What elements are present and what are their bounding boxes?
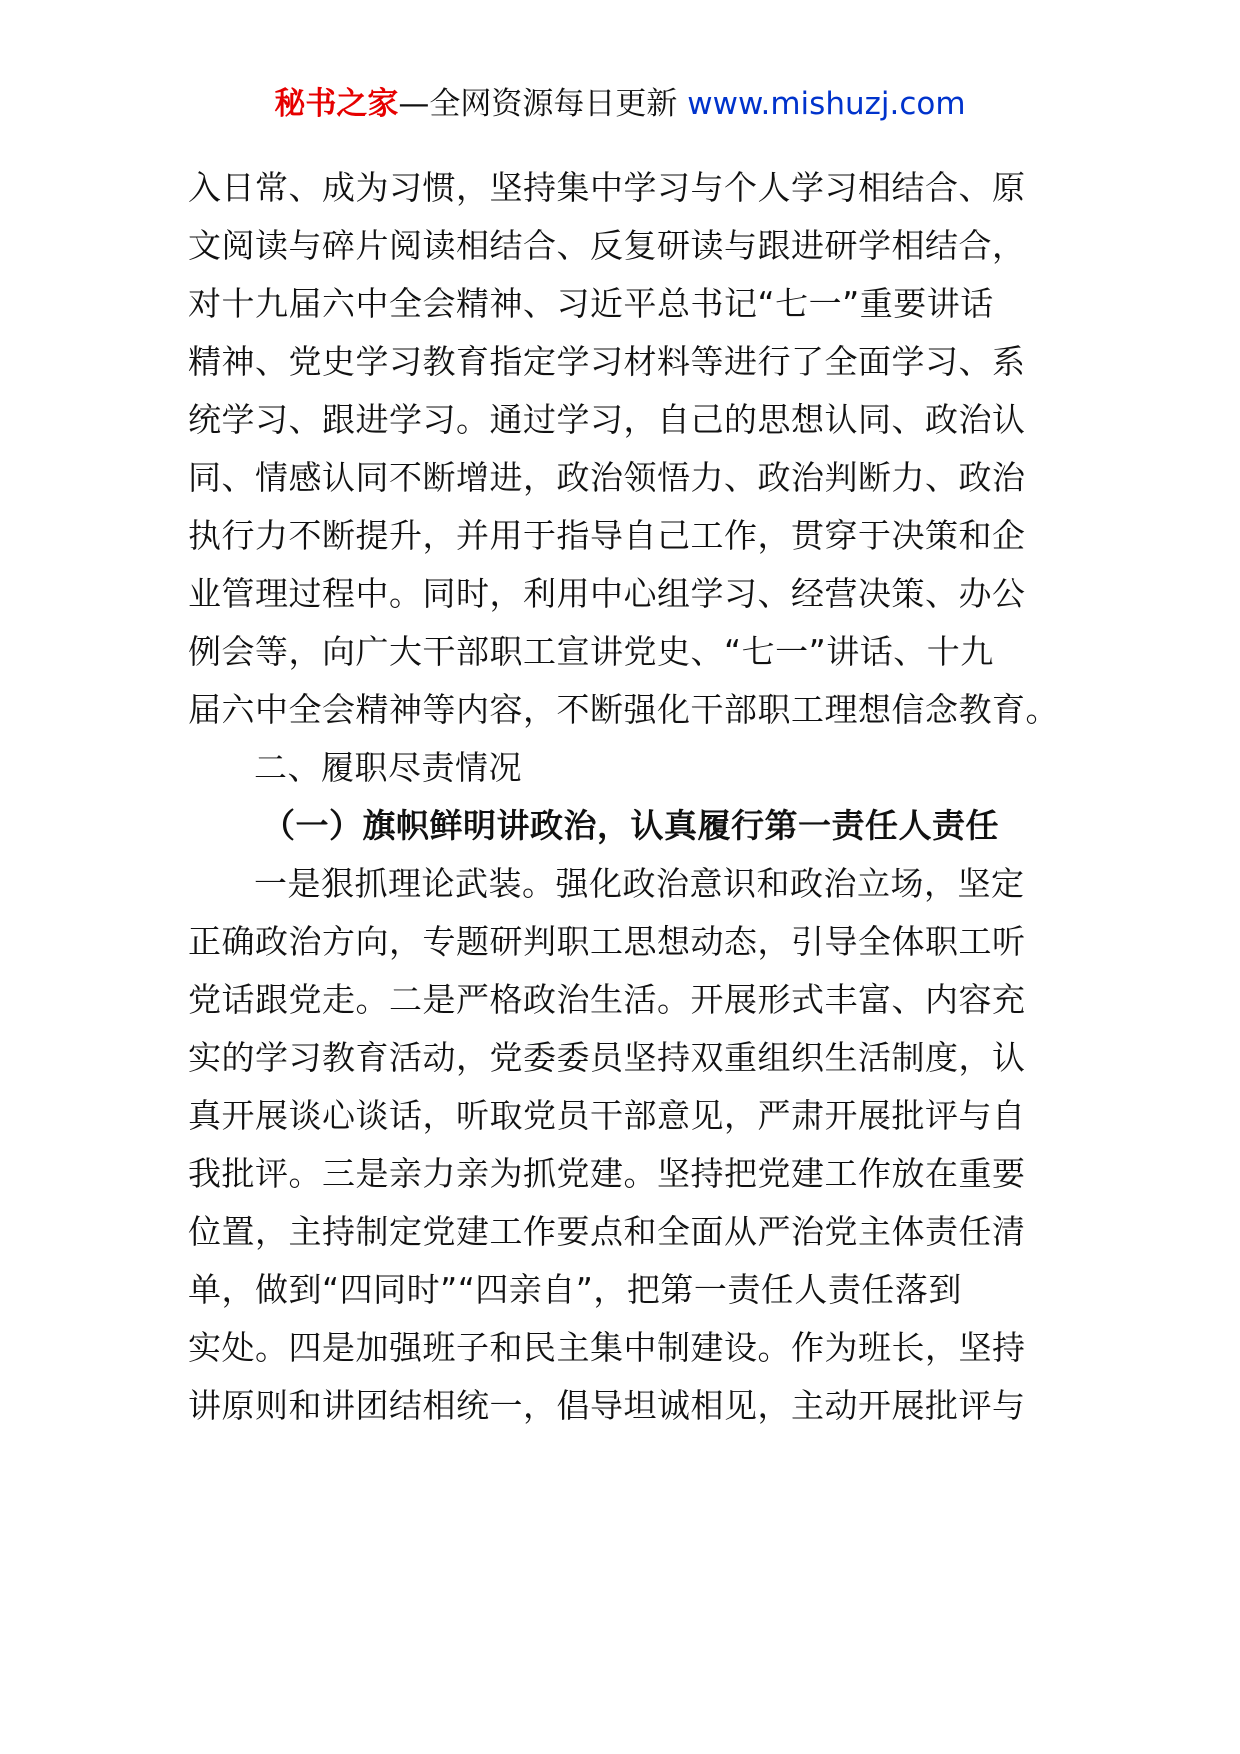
text-line: 一是狠抓理论武装。强化政治意识和政治立场，坚定	[254, 864, 1025, 903]
text-line: 位置，主持制定党建工作要点和全面从严治党主体责任清	[188, 1212, 1026, 1251]
site-header	[0, 84, 1240, 124]
text-line: 届六中全会精神等内容，不断强化干部职工理想信念教育。	[188, 690, 1059, 729]
text-line: 党话跟党走。二是严格政治生活。开展形式丰富、内容充	[188, 980, 1026, 1019]
site-brand: 秘书之家	[274, 86, 399, 122]
text-line: 业管理过程中。同时，利用中心组学习、经营决策、办公	[188, 574, 1026, 613]
subsection-heading: （一）旗帜鲜明讲政治，认真履行第一责任人责任	[262, 806, 999, 845]
site-url-link[interactable]: www.mishuzj.com	[687, 86, 966, 122]
text-line: 精神、党史学习教育指定学习材料等进行了全面学习、系	[188, 342, 1026, 381]
text-line: 例会等，向广大干部职工宣讲党史、“七一”讲话、十九	[188, 632, 994, 671]
site-slogan: —全网资源每日更新	[398, 86, 678, 122]
text-line: 同、情感认同不断增进，政治领悟力、政治判断力、政治	[188, 458, 1026, 497]
text-line: 入日常、成为习惯，坚持集中学习与个人学习相结合、原	[188, 168, 1026, 207]
text-line: 实处。四是加强班子和民主集中制建设。作为班长，坚持	[188, 1328, 1026, 1367]
text-line: 对十九届六中全会精神、习近平总书记“七一”重要讲话	[188, 284, 994, 323]
text-line: 讲原则和讲团结相统一，倡导坦诚相见，主动开展批评与	[188, 1386, 1026, 1425]
text-line: 我批评。三是亲力亲为抓党建。坚持把党建工作放在重要	[188, 1154, 1026, 1193]
section-title: 二、履职尽责情况	[254, 748, 522, 787]
text-line: 单，做到“四同时”“四亲自”，把第一责任人责任落到	[188, 1270, 962, 1309]
text-line: 真开展谈心谈话，听取党员干部意见，严肃开展批评与自	[188, 1096, 1026, 1135]
text-line: 文阅读与碎片阅读相结合、反复研读与跟进研学相结合，	[188, 226, 1026, 265]
text-line: 实的学习教育活动，党委委员坚持双重组织生活制度，认	[188, 1038, 1026, 1077]
text-line: 正确政治方向，专题研判职工思想动态，引导全体职工听	[188, 922, 1026, 961]
text-line: 统学习、跟进学习。通过学习，自己的思想认同、政治认	[188, 400, 1026, 439]
text-line: 执行力不断提升，并用于指导自己工作，贯穿于决策和企	[188, 516, 1026, 555]
